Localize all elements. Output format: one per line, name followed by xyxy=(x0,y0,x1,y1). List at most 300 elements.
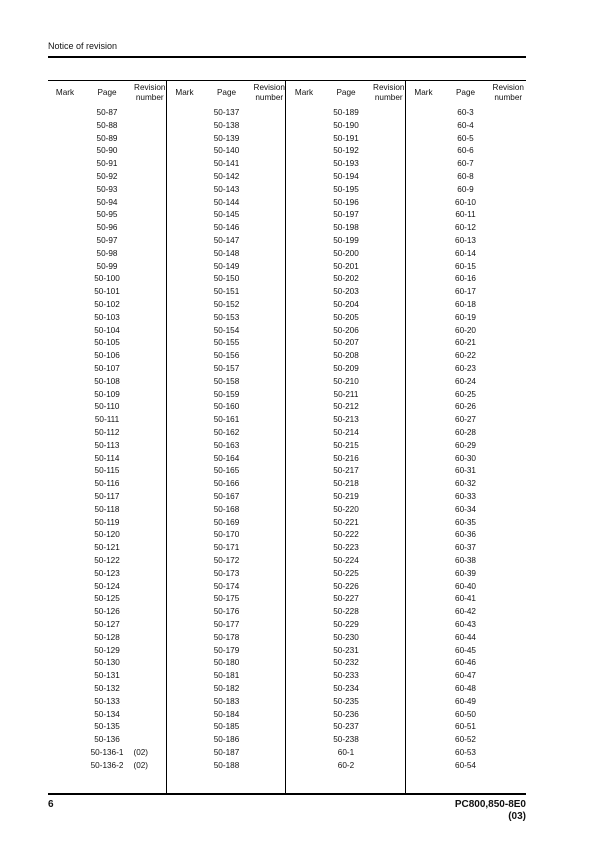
revision-cell xyxy=(371,568,389,581)
revision-cell xyxy=(491,222,509,235)
revision-cell xyxy=(491,376,509,389)
page-cell: 50-216 xyxy=(333,453,359,463)
revision-cell xyxy=(491,209,509,222)
page-cell: 60-38 xyxy=(455,556,476,565)
page-header-title: Notice of revision xyxy=(48,41,118,51)
revision-cell xyxy=(371,465,389,478)
revision-cell xyxy=(371,414,389,427)
page-cell: 60-48 xyxy=(455,684,476,693)
revision-cell xyxy=(252,235,270,248)
revision-cell xyxy=(132,235,150,248)
page-cell: 50-162 xyxy=(213,428,240,437)
revision-cell xyxy=(491,734,509,747)
revision-cell xyxy=(132,709,150,722)
revision-cell xyxy=(252,389,270,402)
revision-cell xyxy=(371,683,389,696)
page-cell: 60-53 xyxy=(455,748,476,757)
revision-cell xyxy=(252,568,270,581)
page-cell: 60-26 xyxy=(455,402,476,412)
revision-cell xyxy=(252,683,270,696)
page-cell: 50-199 xyxy=(333,236,359,245)
page-cell: 50-123 xyxy=(94,568,120,578)
column-group-header xyxy=(48,80,168,106)
revision-cell xyxy=(252,350,270,363)
revision-cell xyxy=(491,542,509,555)
revision-cell xyxy=(371,606,389,619)
page-cell: 50-94 xyxy=(96,197,118,207)
header-mark: Mark xyxy=(55,88,75,97)
page-cell: 50-202 xyxy=(333,274,359,284)
page-cell: 50-154 xyxy=(213,325,240,335)
page-cell: 50-130 xyxy=(94,658,120,668)
revision-cell xyxy=(132,299,150,312)
revision-cell xyxy=(371,657,389,670)
revision-cell: (02) xyxy=(133,760,149,770)
revision-cell xyxy=(491,325,509,338)
revision-cell xyxy=(491,337,509,350)
revision-cell xyxy=(252,427,270,440)
revision-cell xyxy=(491,606,509,619)
revision-cell xyxy=(371,376,389,389)
page-cell: 50-125 xyxy=(94,594,120,604)
page-cell: 60-6 xyxy=(457,146,474,156)
revision-cell xyxy=(132,158,150,171)
footer-rule xyxy=(48,793,526,795)
page-cell: 60-14 xyxy=(455,248,476,258)
revision-cell xyxy=(371,145,389,158)
revision-cell xyxy=(491,133,509,146)
page-cell: 50-167 xyxy=(213,492,240,501)
page-cell: 50-129 xyxy=(94,645,120,655)
page-cell: 50-236 xyxy=(333,709,359,719)
page-cell: 60-29 xyxy=(455,440,476,450)
column-divider xyxy=(285,80,286,794)
revision-cell xyxy=(371,389,389,402)
revision-cell xyxy=(132,414,150,427)
page-cell: 50-131 xyxy=(94,671,120,681)
page-cell: 50-141 xyxy=(213,159,240,169)
page-cell: 50-189 xyxy=(333,108,359,117)
revision-cell xyxy=(491,363,509,376)
page-cell: 60-7 xyxy=(457,159,474,169)
revision-cell xyxy=(252,619,270,632)
revision-cell xyxy=(132,145,150,158)
revision-cell xyxy=(491,286,509,299)
revision-cell xyxy=(252,222,270,235)
header-mark: Mark xyxy=(414,88,433,97)
page-cell: 50-180 xyxy=(213,658,240,668)
revision-cell xyxy=(491,440,509,453)
revision-cell xyxy=(491,273,509,286)
page-cell: 50-90 xyxy=(96,146,118,156)
page-cell: 60-46 xyxy=(455,658,476,668)
revision-cell xyxy=(491,517,509,530)
revision-cell xyxy=(371,235,389,248)
page-cell: 50-237 xyxy=(333,722,359,732)
revision-cell xyxy=(491,389,509,402)
revision-cell xyxy=(491,721,509,734)
header-revision: Revision number xyxy=(253,83,285,102)
revision-cell xyxy=(491,696,509,709)
page-cell: 50-132 xyxy=(94,684,120,693)
document-revision: (03) xyxy=(508,811,526,822)
revision-cell xyxy=(132,248,150,261)
revision-cell xyxy=(371,222,389,235)
page-cell: 50-184 xyxy=(213,709,240,719)
revision-cell xyxy=(252,696,270,709)
page-cell: 60-41 xyxy=(455,594,476,604)
revision-cell xyxy=(491,683,509,696)
page-cell: 50-212 xyxy=(333,402,359,412)
revision-cell xyxy=(371,645,389,658)
revision-cell xyxy=(491,465,509,478)
page-cell: 50-149 xyxy=(213,261,240,271)
revision-cell xyxy=(252,670,270,683)
revision-cell xyxy=(491,747,509,760)
page-cell: 60-32 xyxy=(455,479,476,489)
page-cell: 50-214 xyxy=(333,428,359,437)
page-cell: 50-127 xyxy=(94,620,120,629)
page-cell: 50-179 xyxy=(213,645,240,655)
revision-cell xyxy=(252,709,270,722)
page-cell: 50-108 xyxy=(94,376,120,386)
page-cell: 50-106 xyxy=(94,351,120,361)
header-mark: Mark xyxy=(294,88,314,97)
page-cell: 50-172 xyxy=(213,556,240,565)
page-cell: 60-27 xyxy=(455,415,476,425)
revision-cell xyxy=(252,261,270,274)
revision-cell xyxy=(371,504,389,517)
page-cell: 60-4 xyxy=(457,120,474,130)
revision-cell xyxy=(371,120,389,133)
revision-cell xyxy=(371,670,389,683)
revision-cell xyxy=(371,325,389,338)
revision-cell xyxy=(491,568,509,581)
revision-cell xyxy=(132,261,150,274)
revision-cell xyxy=(252,414,270,427)
revision-cell xyxy=(252,133,270,146)
revision-cell xyxy=(132,337,150,350)
page-cell: 50-194 xyxy=(333,172,359,181)
page-cell: 60-36 xyxy=(455,530,476,540)
page-cell: 50-88 xyxy=(96,120,118,130)
page-cell: 50-135 xyxy=(94,722,120,732)
page-cell: 50-227 xyxy=(333,594,359,604)
page-cell: 60-15 xyxy=(455,261,476,271)
page-cell: 50-201 xyxy=(333,261,359,271)
page-cell: 50-92 xyxy=(96,172,118,181)
page-cell: 50-120 xyxy=(94,530,120,540)
page-cell: 50-221 xyxy=(333,517,359,527)
revision-cell xyxy=(491,197,509,210)
page-cell: 50-235 xyxy=(333,696,359,706)
page-cell: 60-23 xyxy=(455,364,476,373)
revision-cell xyxy=(371,273,389,286)
page-cell: 50-87 xyxy=(96,108,118,117)
revision-cell xyxy=(132,619,150,632)
page-cell: 60-9 xyxy=(457,184,474,194)
revision-cell xyxy=(132,350,150,363)
header-page: Page xyxy=(97,88,117,97)
page-cell: 60-5 xyxy=(457,133,474,143)
revision-cell xyxy=(132,645,150,658)
revision-cell xyxy=(491,555,509,568)
revision-cell xyxy=(132,529,150,542)
revision-cell xyxy=(371,184,389,197)
revision-cell xyxy=(252,312,270,325)
page-cell: 50-188 xyxy=(213,760,240,770)
page-cell: 50-200 xyxy=(333,248,359,258)
page-cell: 50-231 xyxy=(333,645,359,655)
revision-cell xyxy=(252,197,270,210)
page-cell: 60-11 xyxy=(455,210,476,220)
revision-cell: (02) xyxy=(133,748,149,757)
page-cell: 50-205 xyxy=(333,312,359,322)
page-cell: 50-182 xyxy=(213,684,240,693)
revision-cell xyxy=(371,581,389,594)
page-cell: 50-102 xyxy=(94,300,120,309)
page-cell: 50-156 xyxy=(213,351,240,361)
page-cell: 50-150 xyxy=(213,274,240,284)
revision-cell xyxy=(252,299,270,312)
page-cell: 50-219 xyxy=(333,492,359,501)
page-cell: 50-232 xyxy=(333,658,359,668)
page-cell: 50-192 xyxy=(333,146,359,156)
page-cell: 50-191 xyxy=(333,133,359,143)
column-group-header xyxy=(168,80,288,106)
page-cell: 60-45 xyxy=(455,645,476,655)
page-cell: 50-197 xyxy=(333,210,359,220)
page-cell: 50-233 xyxy=(333,671,359,681)
page-cell: 50-155 xyxy=(213,338,240,348)
page-cell: 60-1 xyxy=(337,748,355,757)
revision-cell xyxy=(371,337,389,350)
revision-cell xyxy=(252,453,270,466)
page-cell: 50-136 xyxy=(94,735,120,745)
page-cell: 60-33 xyxy=(455,492,476,501)
page-cell: 50-145 xyxy=(213,210,240,220)
revision-cell xyxy=(491,414,509,427)
revision-cell xyxy=(252,248,270,261)
revision-cell xyxy=(371,632,389,645)
page-cell: 60-18 xyxy=(455,300,476,309)
revision-cell xyxy=(371,107,389,120)
revision-cell xyxy=(371,299,389,312)
page-cell: 50-105 xyxy=(94,338,120,348)
revision-cell xyxy=(132,209,150,222)
page-cell: 50-159 xyxy=(213,389,240,399)
page-cell: 50-98 xyxy=(96,248,118,258)
revision-cell xyxy=(371,401,389,414)
page-cell: 50-143 xyxy=(213,184,240,194)
revision-cell xyxy=(132,721,150,734)
revision-cell xyxy=(252,555,270,568)
page-cell: 50-178 xyxy=(213,632,240,642)
revision-cell xyxy=(132,657,150,670)
revision-cell xyxy=(132,453,150,466)
column-divider xyxy=(405,80,406,794)
revision-cell xyxy=(132,593,150,606)
page-cell: 50-101 xyxy=(94,287,120,297)
revision-cell xyxy=(371,158,389,171)
page-cell: 50-95 xyxy=(96,210,118,220)
page-cell: 60-52 xyxy=(455,735,476,745)
revision-cell xyxy=(252,632,270,645)
revision-cell xyxy=(252,542,270,555)
revision-cell xyxy=(491,312,509,325)
revision-cell xyxy=(491,709,509,722)
page-cell: 50-176 xyxy=(213,607,240,617)
page-cell: 60-3 xyxy=(457,108,474,117)
page-cell: 50-186 xyxy=(213,735,240,745)
page-cell: 50-93 xyxy=(96,184,118,194)
page-cell: 50-164 xyxy=(213,453,240,463)
revision-cell xyxy=(132,107,150,120)
page-cell: 60-16 xyxy=(455,274,476,284)
revision-cell xyxy=(132,734,150,747)
page-cell: 50-169 xyxy=(213,517,240,527)
page-cell: 50-229 xyxy=(333,620,359,629)
revision-cell xyxy=(371,593,389,606)
page-cell: 50-128 xyxy=(94,632,120,642)
page-cell: 50-175 xyxy=(213,594,240,604)
revision-cell xyxy=(371,248,389,261)
revision-cell xyxy=(252,734,270,747)
header-page: Page xyxy=(216,88,237,97)
revision-cell xyxy=(371,363,389,376)
page-cell: 50-157 xyxy=(213,364,240,373)
revision-cell xyxy=(132,542,150,555)
revision-cell xyxy=(371,197,389,210)
page-cell: 50-100 xyxy=(94,274,120,284)
page-cell: 50-103 xyxy=(94,312,120,322)
page-cell: 50-190 xyxy=(333,120,359,130)
revision-cell xyxy=(132,632,150,645)
revision-cell xyxy=(491,619,509,632)
page-cell: 50-187 xyxy=(213,748,240,757)
page-cell: 50-238 xyxy=(333,735,359,745)
page-cell: 50-181 xyxy=(213,671,240,681)
page-cell: 60-19 xyxy=(455,312,476,322)
page-cell: 50-218 xyxy=(333,479,359,489)
revision-cell xyxy=(491,427,509,440)
revision-cell xyxy=(132,325,150,338)
page-cell: 50-117 xyxy=(94,492,120,501)
header-page: Page xyxy=(336,88,356,97)
revision-cell xyxy=(491,670,509,683)
page-cell: 50-115 xyxy=(94,466,120,476)
revision-cell xyxy=(252,376,270,389)
page-cell: 50-217 xyxy=(333,466,359,476)
revision-cell xyxy=(371,209,389,222)
page-cell: 50-195 xyxy=(333,184,359,194)
header-mark: Mark xyxy=(175,88,194,97)
page-cell: 50-111 xyxy=(94,415,120,425)
revision-cell xyxy=(132,465,150,478)
page-cell: 60-43 xyxy=(455,620,476,629)
revision-cell xyxy=(132,491,150,504)
page-cell: 50-209 xyxy=(333,364,359,373)
page-cell: 60-17 xyxy=(455,287,476,297)
revision-cell xyxy=(252,171,270,184)
revision-cell xyxy=(491,261,509,274)
revision-cell xyxy=(252,491,270,504)
revision-cell xyxy=(252,145,270,158)
revision-cell xyxy=(371,312,389,325)
page-cell: 60-42 xyxy=(455,607,476,617)
page-cell: 50-96 xyxy=(96,223,118,233)
page-cell: 60-24 xyxy=(455,376,476,386)
revision-cell xyxy=(491,478,509,491)
page-cell: 50-147 xyxy=(213,236,240,245)
page-cell: 50-144 xyxy=(213,197,240,207)
revision-cell xyxy=(132,555,150,568)
page-cell: 50-163 xyxy=(213,440,240,450)
page-cell: 50-225 xyxy=(333,568,359,578)
page-cell: 50-185 xyxy=(213,722,240,732)
revision-cell xyxy=(132,581,150,594)
page-cell: 50-110 xyxy=(94,402,120,412)
revision-cell xyxy=(371,171,389,184)
page-cell: 50-153 xyxy=(213,312,240,322)
revision-cell xyxy=(252,606,270,619)
page-cell: 50-165 xyxy=(213,466,240,476)
document-model: PC800,850-8E0 xyxy=(454,799,526,810)
revision-cell xyxy=(252,517,270,530)
revision-cell xyxy=(252,107,270,120)
revision-cell xyxy=(491,235,509,248)
page-cell: 50-139 xyxy=(213,133,240,143)
page-cell: 50-207 xyxy=(333,338,359,348)
revision-cell xyxy=(132,376,150,389)
revision-cell xyxy=(132,427,150,440)
revision-cell xyxy=(252,363,270,376)
page-cell: 60-47 xyxy=(455,671,476,681)
page-cell: 50-168 xyxy=(213,504,240,514)
page-cell: 50-89 xyxy=(96,133,118,143)
revision-cell xyxy=(252,286,270,299)
revision-cell xyxy=(371,709,389,722)
revision-cell xyxy=(252,478,270,491)
revision-cell xyxy=(371,440,389,453)
page-cell: 50-224 xyxy=(333,556,359,565)
page-cell: 50-183 xyxy=(213,696,240,706)
page-cell: 50-210 xyxy=(333,376,359,386)
page-cell: 50-112 xyxy=(94,428,120,437)
page-cell: 50-122 xyxy=(94,556,120,565)
revision-cell xyxy=(252,657,270,670)
revision-cell xyxy=(371,721,389,734)
revision-cell xyxy=(132,517,150,530)
page-cell: 50-116 xyxy=(94,479,120,489)
header-revision: Revision number xyxy=(373,83,405,102)
revision-cell xyxy=(491,350,509,363)
page-cell: 50-204 xyxy=(333,300,359,309)
page-cell: 50-99 xyxy=(96,261,118,271)
page-cell: 60-37 xyxy=(455,543,476,553)
page-cell: 50-223 xyxy=(333,543,359,553)
revision-cell xyxy=(132,286,150,299)
page-number: 6 xyxy=(48,799,54,810)
revision-cell xyxy=(132,273,150,286)
header-rule xyxy=(48,56,526,58)
revision-cell xyxy=(132,222,150,235)
revision-cell xyxy=(132,120,150,133)
revision-cell xyxy=(491,657,509,670)
page-cell: 50-137 xyxy=(213,108,240,117)
revision-cell xyxy=(371,555,389,568)
revision-cell xyxy=(371,529,389,542)
